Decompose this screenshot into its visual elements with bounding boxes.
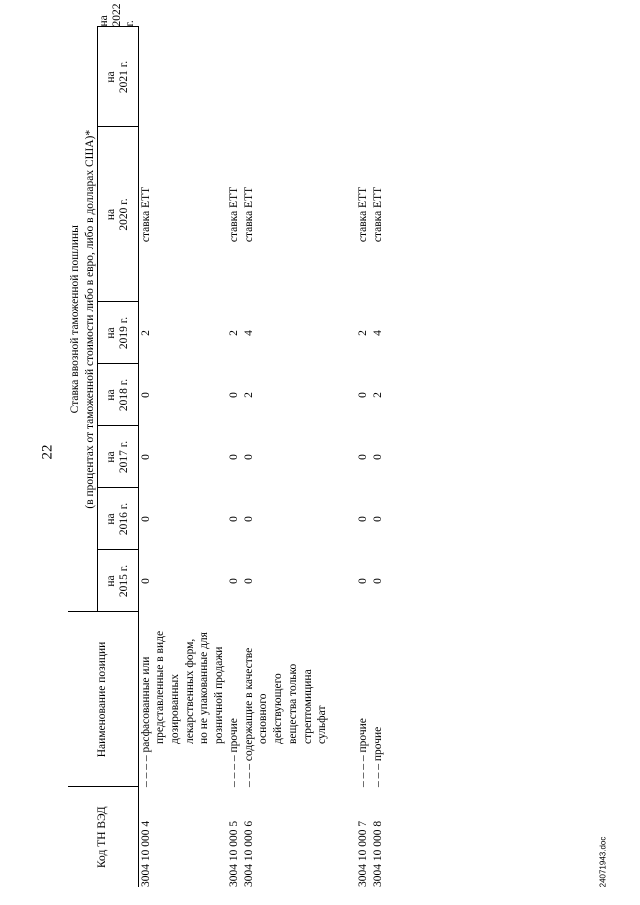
rate-cell: 0: [371, 578, 384, 584]
rate-cell: ставка ЕТТ: [227, 186, 240, 243]
rate-cell: 2: [242, 392, 255, 398]
position-name: [371, 612, 386, 787]
rate-cell: 0: [371, 516, 384, 522]
rate-cell: 0: [227, 578, 240, 584]
rate-cell: [138, 27, 227, 127]
position-name-line: вещества только: [286, 663, 299, 744]
rate-cell: 0: [371, 454, 384, 460]
header-year-value: 2020 г.: [118, 198, 131, 231]
position-name-line: розничной продажи: [213, 646, 226, 744]
rate-cell: 0: [227, 454, 240, 460]
header-year: [98, 127, 138, 302]
header-year-value: 2017 г.: [118, 440, 131, 474]
document-id: 24071943.doc: [598, 836, 608, 888]
position-name-line: дозированных: [169, 674, 182, 744]
header-year: [98, 27, 138, 127]
tariff-table: [68, 3, 385, 887]
header-year: [98, 488, 138, 550]
rate-cell: 4: [371, 330, 384, 336]
position-name-line: сульфат: [316, 705, 329, 744]
table-row: [356, 27, 371, 887]
position-name-line: лекарственных форм,: [183, 638, 196, 744]
header-year-value: 2021 г.: [118, 60, 131, 94]
header-year-value: 2019 г.: [118, 316, 131, 350]
rate-cell: 4: [242, 330, 255, 336]
position-name-line: представленные в виде: [154, 630, 167, 744]
tn-ved-code: 3004 10 000 4: [139, 820, 152, 887]
header-year-prefix: на: [104, 575, 117, 587]
tn-ved-code: 3004 10 000 8: [371, 820, 384, 887]
rate-cell: 0: [227, 392, 240, 398]
header-year-prefix: на: [104, 513, 117, 525]
header-year-prefix: на: [104, 208, 117, 221]
position-name-line: основного: [257, 693, 270, 744]
position-name: [227, 612, 242, 787]
rate-cell: 0: [139, 578, 152, 584]
table-row: [138, 27, 227, 887]
header-rate-line1: Ставка ввозной таможенной пошлины: [69, 225, 81, 414]
position-name-line: – – – – расфасованные или: [139, 656, 152, 787]
table-row: [227, 27, 242, 887]
position-name-line: – – – содержащие в качестве: [242, 647, 255, 787]
rate-cell: [371, 27, 386, 127]
header-year-prefix: на: [104, 451, 117, 463]
rate-cell: 2: [371, 392, 384, 398]
rate-cell: [227, 27, 242, 127]
position-name: [138, 612, 227, 787]
position-name-line: действующего: [272, 673, 285, 744]
header-rate: [68, 27, 98, 612]
header-year: [98, 302, 138, 364]
position-name: [356, 612, 371, 787]
rate-cell: 0: [139, 516, 152, 522]
rate-cell: 2: [139, 330, 152, 336]
rate-cell: 0: [139, 392, 152, 398]
rate-cell: 0: [242, 516, 255, 522]
rate-cell: 0: [227, 516, 240, 522]
header-name: Наименование позиции: [68, 612, 138, 787]
position-name-line: но не упакованные для: [198, 632, 211, 744]
header-rate-line2: (в процентах от таможенной стоимости либо в евро, либо в долларах США)*: [83, 129, 96, 509]
rate-cell: 0: [242, 578, 255, 584]
position-name-line: – – – – прочие: [227, 718, 240, 787]
rate-cell: ставка ЕТТ: [371, 186, 384, 243]
rate-cell: 2: [356, 330, 369, 336]
position-name-line: – – – прочие: [371, 726, 384, 787]
header-year-value: 2015 г.: [118, 564, 131, 598]
rate-cell: [356, 27, 371, 127]
rate-cell: 2: [227, 330, 240, 336]
header-year: [98, 550, 138, 612]
tn-ved-code: 3004 10 000 7: [356, 820, 369, 887]
header-year: [98, 364, 138, 426]
table-row: [242, 27, 330, 887]
row-spacer: [330, 27, 356, 887]
position-name-line: – – – – прочие: [356, 718, 369, 787]
header-year-prefix: на: [104, 389, 117, 401]
header-year: [98, 426, 138, 488]
rate-cell: ставка ЕТТ: [139, 186, 152, 243]
rate-cell: 0: [242, 454, 255, 460]
rate-cell: ставка ЕТТ: [356, 186, 369, 243]
rate-cell: 0: [356, 392, 369, 398]
position-name: [242, 612, 330, 787]
header-year-prefix: на: [104, 71, 117, 83]
page-number: 22: [39, 444, 56, 460]
rate-cell: 0: [356, 578, 369, 584]
table-row: [371, 27, 386, 887]
tariff-body: [138, 27, 385, 887]
rate-cell: 0: [139, 454, 152, 460]
tn-ved-code: 3004 10 000 6: [242, 820, 255, 887]
tariff-table-rotated: [68, 3, 578, 887]
header-year-prefix: на: [104, 327, 117, 339]
rate-cell: 0: [356, 454, 369, 460]
header-year-value: 2018 г.: [118, 378, 131, 412]
header-code: Код ТН ВЭД: [68, 787, 138, 887]
position-name-line: стрептомицина: [301, 669, 314, 744]
header-year-value: 2016 г.: [118, 502, 131, 536]
year-header-row: на 2015 г. на 2016 г. на 2017 г. на 2018 г. на 2019 г. на 2020 г. на 2021 г. на 2022 г.: [98, 27, 138, 887]
tn-ved-code: 3004 10 000 5: [227, 820, 240, 887]
rate-cell: [242, 27, 330, 127]
rate-cell: 0: [356, 516, 369, 522]
rate-cell: ставка ЕТТ: [242, 186, 255, 243]
